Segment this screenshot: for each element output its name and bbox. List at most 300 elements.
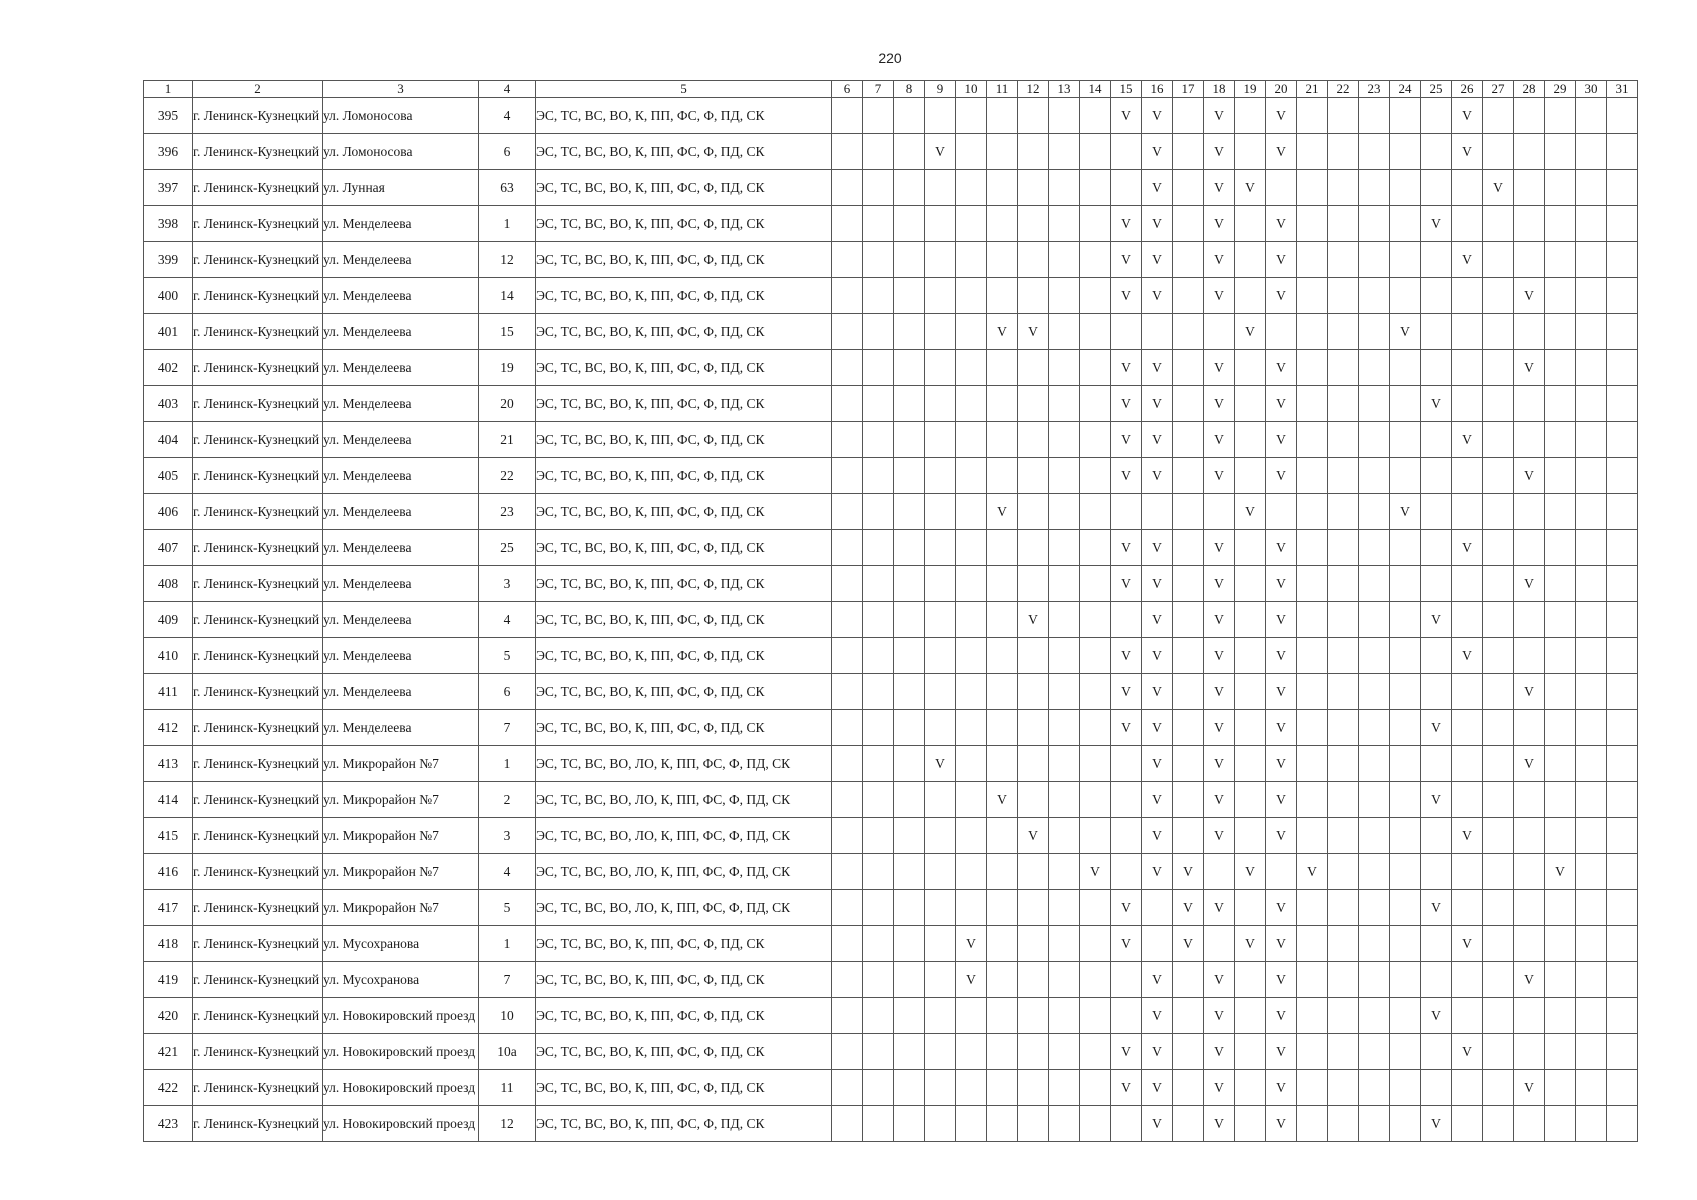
services-cell: ЭС, ТС, ВС, ВО, К, ПП, ФС, Ф, ПД, СК (536, 1034, 832, 1070)
empty-mark-cell (1483, 602, 1514, 638)
empty-mark-cell (1266, 854, 1297, 890)
empty-mark-cell (1204, 314, 1235, 350)
empty-mark-cell (1049, 674, 1080, 710)
check-mark-cell: V (1111, 458, 1142, 494)
empty-mark-cell (956, 278, 987, 314)
empty-mark-cell (1390, 242, 1421, 278)
empty-mark-cell (1514, 206, 1545, 242)
empty-mark-cell (832, 314, 863, 350)
empty-mark-cell (1452, 458, 1483, 494)
empty-mark-cell (1018, 890, 1049, 926)
empty-mark-cell (1049, 386, 1080, 422)
empty-mark-cell (1359, 1106, 1390, 1142)
empty-mark-cell (1576, 134, 1607, 170)
empty-mark-cell (987, 1034, 1018, 1070)
empty-mark-cell (1545, 242, 1576, 278)
empty-mark-cell (1266, 170, 1297, 206)
empty-mark-cell (1421, 134, 1452, 170)
empty-mark-cell (1545, 494, 1576, 530)
empty-mark-cell (1297, 926, 1328, 962)
empty-mark-cell (1576, 890, 1607, 926)
empty-mark-cell (1514, 422, 1545, 458)
empty-mark-cell (956, 386, 987, 422)
empty-mark-cell (863, 1070, 894, 1106)
empty-mark-cell (987, 818, 1018, 854)
check-mark-cell: V (1111, 638, 1142, 674)
empty-mark-cell (863, 746, 894, 782)
table-row (144, 350, 1638, 386)
check-mark-cell: V (1204, 170, 1235, 206)
empty-mark-cell (1421, 746, 1452, 782)
row-number-cell: 418 (144, 926, 193, 962)
empty-mark-cell (1576, 242, 1607, 278)
check-mark-cell: V (1452, 422, 1483, 458)
check-mark-cell: V (1142, 746, 1173, 782)
check-mark-cell: V (1266, 422, 1297, 458)
column-header-16: 16 (1142, 81, 1173, 98)
empty-mark-cell (1452, 962, 1483, 998)
empty-mark-cell (1297, 314, 1328, 350)
check-mark-cell: V (1421, 386, 1452, 422)
empty-mark-cell (863, 314, 894, 350)
check-mark-cell: V (1204, 998, 1235, 1034)
street-cell: ул. Новокировский проезд (323, 998, 479, 1034)
empty-mark-cell (1421, 98, 1452, 134)
check-mark-cell: V (1142, 458, 1173, 494)
empty-mark-cell (1235, 1106, 1266, 1142)
check-mark-cell: V (1111, 242, 1142, 278)
empty-mark-cell (1111, 854, 1142, 890)
check-mark-cell: V (1142, 134, 1173, 170)
check-mark-cell: V (1204, 962, 1235, 998)
house-number-cell: 6 (479, 674, 536, 710)
empty-mark-cell (863, 278, 894, 314)
services-cell: ЭС, ТС, ВС, ВО, ЛО, К, ПП, ФС, Ф, ПД, СК (536, 890, 832, 926)
street-cell: ул. Менделеева (323, 422, 479, 458)
empty-mark-cell (1173, 494, 1204, 530)
empty-mark-cell (1607, 710, 1638, 746)
empty-mark-cell (1173, 782, 1204, 818)
empty-mark-cell (1049, 710, 1080, 746)
empty-mark-cell (1452, 674, 1483, 710)
empty-mark-cell (894, 710, 925, 746)
empty-mark-cell (1514, 782, 1545, 818)
row-number-cell: 400 (144, 278, 193, 314)
table-row (144, 422, 1638, 458)
empty-mark-cell (1080, 602, 1111, 638)
house-number-cell: 14 (479, 278, 536, 314)
empty-mark-cell (894, 1070, 925, 1106)
check-mark-cell: V (1142, 170, 1173, 206)
empty-mark-cell (1545, 314, 1576, 350)
empty-mark-cell (1545, 134, 1576, 170)
empty-mark-cell (1483, 242, 1514, 278)
check-mark-cell: V (956, 926, 987, 962)
check-mark-cell: V (1204, 242, 1235, 278)
empty-mark-cell (1049, 890, 1080, 926)
house-number-cell: 3 (479, 818, 536, 854)
empty-mark-cell (1483, 890, 1514, 926)
check-mark-cell: V (1204, 782, 1235, 818)
house-number-cell: 3 (479, 566, 536, 602)
empty-mark-cell (1018, 206, 1049, 242)
check-mark-cell: V (1452, 638, 1483, 674)
check-mark-cell: V (1452, 1034, 1483, 1070)
row-number-cell: 408 (144, 566, 193, 602)
empty-mark-cell (1173, 278, 1204, 314)
column-header-18: 18 (1204, 81, 1235, 98)
empty-mark-cell (1483, 1034, 1514, 1070)
check-mark-cell: V (1173, 854, 1204, 890)
check-mark-cell: V (1142, 1106, 1173, 1142)
empty-mark-cell (1607, 998, 1638, 1034)
empty-mark-cell (894, 854, 925, 890)
empty-mark-cell (1049, 242, 1080, 278)
empty-mark-cell (832, 458, 863, 494)
check-mark-cell: V (1142, 206, 1173, 242)
check-mark-cell: V (1204, 674, 1235, 710)
empty-mark-cell (1297, 206, 1328, 242)
check-mark-cell: V (1111, 1034, 1142, 1070)
empty-mark-cell (1607, 1106, 1638, 1142)
city-cell: г. Ленинск-Кузнецкий (193, 1106, 323, 1142)
empty-mark-cell (863, 998, 894, 1034)
house-number-cell: 7 (479, 962, 536, 998)
empty-mark-cell (1421, 1070, 1452, 1106)
empty-mark-cell (987, 1070, 1018, 1106)
check-mark-cell: V (1111, 530, 1142, 566)
check-mark-cell: V (1142, 854, 1173, 890)
empty-mark-cell (1421, 494, 1452, 530)
empty-mark-cell (1018, 926, 1049, 962)
empty-mark-cell (863, 962, 894, 998)
empty-mark-cell (1080, 674, 1111, 710)
check-mark-cell: V (1421, 710, 1452, 746)
check-mark-cell: V (987, 782, 1018, 818)
empty-mark-cell (987, 350, 1018, 386)
empty-mark-cell (925, 1034, 956, 1070)
empty-mark-cell (1142, 314, 1173, 350)
table-row (144, 962, 1638, 998)
empty-mark-cell (894, 602, 925, 638)
empty-mark-cell (1328, 1106, 1359, 1142)
check-mark-cell: V (1173, 926, 1204, 962)
empty-mark-cell (987, 422, 1018, 458)
services-cell: ЭС, ТС, ВС, ВО, К, ПП, ФС, Ф, ПД, СК (536, 422, 832, 458)
empty-mark-cell (832, 998, 863, 1034)
empty-mark-cell (863, 422, 894, 458)
empty-mark-cell (894, 962, 925, 998)
empty-mark-cell (1173, 350, 1204, 386)
empty-mark-cell (1297, 170, 1328, 206)
city-cell: г. Ленинск-Кузнецкий (193, 782, 323, 818)
empty-mark-cell (1390, 674, 1421, 710)
check-mark-cell: V (1235, 494, 1266, 530)
empty-mark-cell (894, 314, 925, 350)
empty-mark-cell (1390, 350, 1421, 386)
check-mark-cell: V (1018, 314, 1049, 350)
empty-mark-cell (1080, 494, 1111, 530)
services-cell: ЭС, ТС, ВС, ВО, К, ПП, ФС, Ф, ПД, СК (536, 926, 832, 962)
table-row (144, 278, 1638, 314)
table-row (144, 1070, 1638, 1106)
empty-mark-cell (1111, 494, 1142, 530)
empty-mark-cell (894, 494, 925, 530)
empty-mark-cell (1483, 1106, 1514, 1142)
empty-mark-cell (1390, 746, 1421, 782)
check-mark-cell: V (1111, 278, 1142, 314)
check-mark-cell: V (1204, 602, 1235, 638)
empty-mark-cell (1390, 890, 1421, 926)
empty-mark-cell (1235, 962, 1266, 998)
empty-mark-cell (1080, 890, 1111, 926)
empty-mark-cell (1111, 602, 1142, 638)
empty-mark-cell (1390, 458, 1421, 494)
check-mark-cell: V (1142, 710, 1173, 746)
empty-mark-cell (1173, 566, 1204, 602)
table-row (144, 170, 1638, 206)
empty-mark-cell (1235, 206, 1266, 242)
empty-mark-cell (1049, 350, 1080, 386)
empty-mark-cell (1080, 926, 1111, 962)
empty-mark-cell (1607, 854, 1638, 890)
empty-mark-cell (1328, 350, 1359, 386)
empty-mark-cell (956, 458, 987, 494)
check-mark-cell: V (1421, 890, 1452, 926)
empty-mark-cell (1483, 530, 1514, 566)
empty-mark-cell (1545, 926, 1576, 962)
row-number-cell: 409 (144, 602, 193, 638)
empty-mark-cell (1297, 782, 1328, 818)
services-cell: ЭС, ТС, ВС, ВО, ЛО, К, ПП, ФС, Ф, ПД, СК (536, 818, 832, 854)
services-cell: ЭС, ТС, ВС, ВО, К, ПП, ФС, Ф, ПД, СК (536, 710, 832, 746)
empty-mark-cell (1514, 170, 1545, 206)
empty-mark-cell (1080, 350, 1111, 386)
empty-mark-cell (987, 602, 1018, 638)
services-cell: ЭС, ТС, ВС, ВО, К, ПП, ФС, Ф, ПД, СК (536, 242, 832, 278)
empty-mark-cell (1390, 1034, 1421, 1070)
check-mark-cell: V (1142, 386, 1173, 422)
empty-mark-cell (1452, 206, 1483, 242)
street-cell: ул. Лунная (323, 170, 479, 206)
empty-mark-cell (1049, 746, 1080, 782)
empty-mark-cell (1607, 170, 1638, 206)
empty-mark-cell (1297, 890, 1328, 926)
empty-mark-cell (925, 206, 956, 242)
table-row (144, 494, 1638, 530)
empty-mark-cell (1049, 818, 1080, 854)
empty-mark-cell (1018, 242, 1049, 278)
empty-mark-cell (1297, 134, 1328, 170)
empty-mark-cell (1049, 1070, 1080, 1106)
table-row (144, 818, 1638, 854)
check-mark-cell: V (1142, 998, 1173, 1034)
column-header-24: 24 (1390, 81, 1421, 98)
table-row (144, 530, 1638, 566)
check-mark-cell: V (1111, 890, 1142, 926)
table-row (144, 998, 1638, 1034)
empty-mark-cell (1607, 638, 1638, 674)
empty-mark-cell (987, 890, 1018, 926)
empty-mark-cell (1328, 314, 1359, 350)
empty-mark-cell (1328, 890, 1359, 926)
empty-mark-cell (1111, 134, 1142, 170)
empty-mark-cell (987, 170, 1018, 206)
empty-mark-cell (832, 1070, 863, 1106)
empty-mark-cell (987, 530, 1018, 566)
empty-mark-cell (832, 818, 863, 854)
empty-mark-cell (956, 134, 987, 170)
empty-mark-cell (832, 926, 863, 962)
empty-mark-cell (956, 1106, 987, 1142)
empty-mark-cell (1049, 602, 1080, 638)
empty-mark-cell (1359, 242, 1390, 278)
house-number-cell: 2 (479, 782, 536, 818)
empty-mark-cell (1359, 962, 1390, 998)
empty-mark-cell (1483, 674, 1514, 710)
empty-mark-cell (894, 530, 925, 566)
empty-mark-cell (832, 854, 863, 890)
row-number-cell: 397 (144, 170, 193, 206)
check-mark-cell: V (1018, 602, 1049, 638)
empty-mark-cell (987, 998, 1018, 1034)
empty-mark-cell (1235, 566, 1266, 602)
empty-mark-cell (1080, 530, 1111, 566)
empty-mark-cell (1018, 1106, 1049, 1142)
check-mark-cell: V (1204, 1034, 1235, 1070)
house-number-cell: 4 (479, 854, 536, 890)
empty-mark-cell (1483, 926, 1514, 962)
check-mark-cell: V (1111, 1070, 1142, 1106)
empty-mark-cell (863, 566, 894, 602)
check-mark-cell: V (1142, 530, 1173, 566)
empty-mark-cell (1359, 206, 1390, 242)
empty-mark-cell (925, 386, 956, 422)
empty-mark-cell (1235, 422, 1266, 458)
check-mark-cell: V (1111, 350, 1142, 386)
row-number-cell: 402 (144, 350, 193, 386)
city-cell: г. Ленинск-Кузнецкий (193, 818, 323, 854)
empty-mark-cell (832, 1106, 863, 1142)
empty-mark-cell (1359, 746, 1390, 782)
check-mark-cell: V (1204, 890, 1235, 926)
check-mark-cell: V (1266, 98, 1297, 134)
house-number-cell: 23 (479, 494, 536, 530)
empty-mark-cell (1607, 566, 1638, 602)
empty-mark-cell (1049, 278, 1080, 314)
services-cell: ЭС, ТС, ВС, ВО, К, ПП, ФС, Ф, ПД, СК (536, 1106, 832, 1142)
empty-mark-cell (956, 530, 987, 566)
empty-mark-cell (863, 494, 894, 530)
street-cell: ул. Менделеева (323, 710, 479, 746)
column-header-21: 21 (1297, 81, 1328, 98)
empty-mark-cell (1328, 710, 1359, 746)
empty-mark-cell (1111, 314, 1142, 350)
empty-mark-cell (956, 170, 987, 206)
empty-mark-cell (1421, 962, 1452, 998)
empty-mark-cell (1421, 674, 1452, 710)
empty-mark-cell (894, 206, 925, 242)
empty-mark-cell (925, 314, 956, 350)
empty-mark-cell (1421, 458, 1452, 494)
column-header-12: 12 (1018, 81, 1049, 98)
empty-mark-cell (1359, 638, 1390, 674)
check-mark-cell: V (1514, 1070, 1545, 1106)
empty-mark-cell (1235, 782, 1266, 818)
column-header-28: 28 (1514, 81, 1545, 98)
empty-mark-cell (1080, 98, 1111, 134)
house-number-cell: 4 (479, 602, 536, 638)
empty-mark-cell (863, 242, 894, 278)
empty-mark-cell (1235, 386, 1266, 422)
empty-mark-cell (1328, 782, 1359, 818)
check-mark-cell: V (987, 314, 1018, 350)
empty-mark-cell (1328, 746, 1359, 782)
empty-mark-cell (1173, 206, 1204, 242)
empty-mark-cell (1235, 278, 1266, 314)
empty-mark-cell (1049, 854, 1080, 890)
row-number-cell: 395 (144, 98, 193, 134)
empty-mark-cell (1452, 890, 1483, 926)
empty-mark-cell (1607, 242, 1638, 278)
empty-mark-cell (1576, 422, 1607, 458)
empty-mark-cell (1297, 710, 1328, 746)
empty-mark-cell (1080, 746, 1111, 782)
empty-mark-cell (832, 890, 863, 926)
empty-mark-cell (1483, 782, 1514, 818)
check-mark-cell: V (1514, 566, 1545, 602)
empty-mark-cell (1576, 674, 1607, 710)
empty-mark-cell (1328, 206, 1359, 242)
empty-mark-cell (1049, 134, 1080, 170)
column-header-3: 3 (323, 81, 479, 98)
empty-mark-cell (1297, 386, 1328, 422)
street-cell: ул. Микрорайон №7 (323, 890, 479, 926)
empty-mark-cell (956, 1034, 987, 1070)
empty-mark-cell (1328, 458, 1359, 494)
empty-mark-cell (863, 818, 894, 854)
empty-mark-cell (1359, 170, 1390, 206)
house-number-cell: 1 (479, 926, 536, 962)
empty-mark-cell (987, 710, 1018, 746)
row-number-cell: 422 (144, 1070, 193, 1106)
house-number-cell: 22 (479, 458, 536, 494)
city-cell: г. Ленинск-Кузнецкий (193, 1034, 323, 1070)
empty-mark-cell (1390, 926, 1421, 962)
empty-mark-cell (1328, 854, 1359, 890)
house-number-cell: 20 (479, 386, 536, 422)
check-mark-cell: V (1545, 854, 1576, 890)
row-number-cell: 404 (144, 422, 193, 458)
services-cell: ЭС, ТС, ВС, ВО, К, ПП, ФС, Ф, ПД, СК (536, 458, 832, 494)
empty-mark-cell (956, 566, 987, 602)
empty-mark-cell (1545, 170, 1576, 206)
empty-mark-cell (987, 1106, 1018, 1142)
table-row (144, 674, 1638, 710)
column-header-11: 11 (987, 81, 1018, 98)
empty-mark-cell (1359, 818, 1390, 854)
empty-mark-cell (1452, 278, 1483, 314)
empty-mark-cell (1359, 1070, 1390, 1106)
empty-mark-cell (1173, 818, 1204, 854)
empty-mark-cell (1359, 926, 1390, 962)
empty-mark-cell (1452, 350, 1483, 386)
empty-mark-cell (1080, 134, 1111, 170)
empty-mark-cell (832, 1034, 863, 1070)
empty-mark-cell (1607, 350, 1638, 386)
empty-mark-cell (894, 1034, 925, 1070)
empty-mark-cell (987, 566, 1018, 602)
